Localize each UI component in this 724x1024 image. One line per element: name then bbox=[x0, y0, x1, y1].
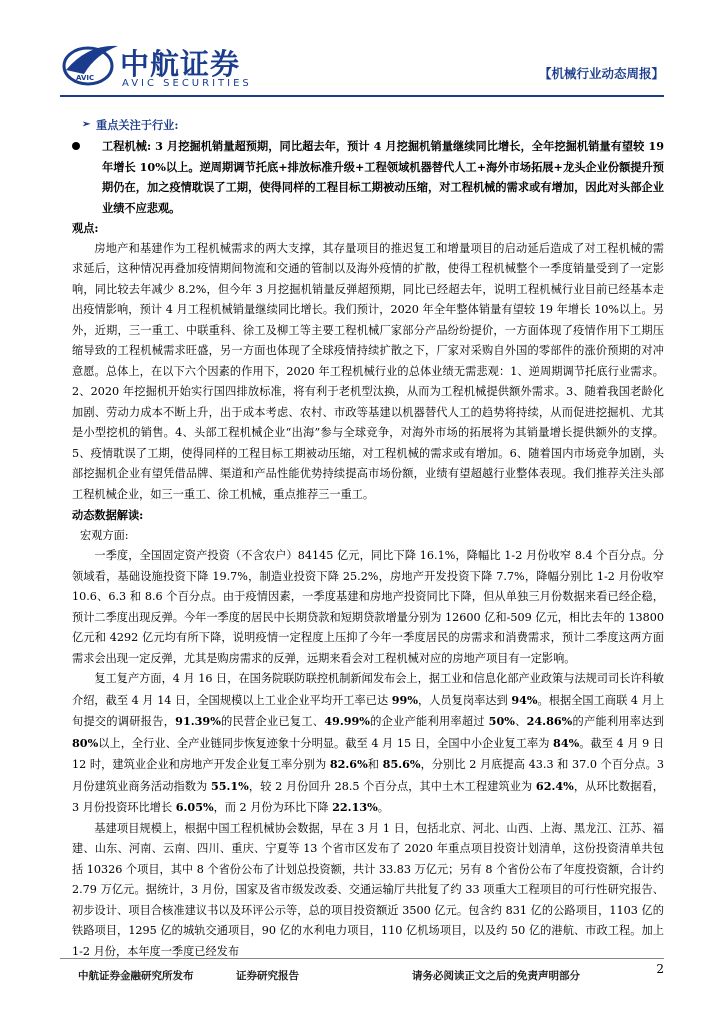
page-number: 2 bbox=[656, 962, 664, 976]
stat-value: 99% bbox=[391, 692, 418, 707]
text-run: 的民营企业已复工、 bbox=[220, 715, 325, 728]
stat-value: 91.39% bbox=[175, 714, 221, 728]
text-run: ，分别比 2 月底提高 43.3 和 37.0 个百分点。3 月份建筑业商务活动指数为 bbox=[72, 758, 664, 793]
stat-value: 6.05% bbox=[175, 800, 214, 814]
macro-heading: 宏观方面: bbox=[80, 528, 129, 542]
avic-logo-icon bbox=[60, 40, 122, 86]
stat-value: 49.99% bbox=[324, 714, 370, 728]
text-run: ，而 2 月份为环比下降 bbox=[213, 801, 333, 814]
text-run: ，从环比数据看，3 月份投资环比增长 bbox=[72, 779, 664, 814]
dynamic-heading: 动态数据解读: bbox=[72, 508, 144, 522]
bullet-dot-icon bbox=[72, 142, 80, 150]
text-run: 和 bbox=[367, 758, 383, 771]
stat-value: 22.13% bbox=[332, 800, 378, 814]
page-header bbox=[60, 40, 664, 100]
focus-bullet-label: 工程机械: bbox=[102, 139, 152, 153]
logo-text: AVIC bbox=[76, 74, 95, 82]
stat-value: 85.6% bbox=[382, 757, 421, 771]
text-run: 、 bbox=[514, 715, 527, 728]
text-run: 的产能利用率达到 bbox=[572, 715, 664, 728]
stat-value: 55.1% bbox=[210, 778, 249, 793]
viewpoint-paragraph: 房地产和基建作为工程机械需求的两大支撑，其存量项目的推迟复工和增量项目的启动延后造成了对工程机械的需求延后，这种情况再叠加疫情期间物流和交通的管制以及海外疫情的扩散，使得工程机械整个一季度销量受到了一定影响，同比较去年减少 8.2%，但今年 3 月挖掘机销量反弹超预期，同比已经超去年，说明工程机械行业目前已经基本走出疫情影响，预计 4 月工程机械销量继续同比增长。我们预计，2020 年全年整体销量有望较 19 年增长 10%以上。另外，近期，三一重工、中联重科、徐工及柳工等主要工程机械厂家部分产品纷纷提价，一方面体现了疫情作用下工期压缩导致的工程机械需求旺盛，另一方面也体现了全球疫情持续扩散之下，厂家对采购自外国的零部件的涨价预期的对冲意愿。总体上，在以下六个因素的作用下，2020 年工程机械行业的总体业绩无需悲观：1、逆周期调节托底行业需求。2、2020 年挖掘机开始实行国四排放标准，将有利于老机型汰换，从而为工程机械提供额外需求。3、随着我国老龄化加剧、劳动力成本不断上升，出于成本考虑、农村、市政等基建以机器替代人工的趋势将持续，从而促进挖掘机、尤其是小型挖机的销售。4、头部工程机械企业“出海”参与全球竞争，对海外市场的拓展将为其销量增长提供额外的支撑。5、疫情耽误了工期，使得同样的工程目标工期被动压缩，对工程机械的需求或有增加。6、随着国内市场竞争加剧，头部挖掘机企业有望凭借品牌、渠道和产品性能优势持续提高市场份额，业绩有望超越行业整体表现。我们推荐关注头部工程机械企业，如三一重工、徐工机械，重点推荐三一重工。 bbox=[72, 241, 664, 501]
brand-name-en: AVIC SECURITIES bbox=[122, 78, 252, 89]
focus-heading-text: 重点关注于行业: bbox=[96, 117, 179, 132]
stat-value: 84% bbox=[553, 735, 580, 750]
brand-name-cn: 中航证券 bbox=[120, 47, 241, 81]
text-run: ，较 2 月份回升 28.5 个百分点，其中土木工程建筑业为 bbox=[248, 779, 536, 793]
focus-heading bbox=[72, 114, 664, 136]
text-run: 。截至 4 月 9 日 12 时，建筑业企业和房地产开发企业复工率分别为 bbox=[72, 736, 664, 771]
footer-publisher: 中航证券金融研究所发布 bbox=[78, 970, 194, 982]
resumption-paragraph bbox=[72, 669, 664, 819]
viewpoint-heading: 观点: bbox=[72, 221, 99, 235]
stat-value: 82.6% bbox=[329, 757, 368, 771]
focus-bullet-text: 3 月挖掘机销量超预期，同比超去年，预计 4 月挖掘机销量继续同比增长，全年挖掘机销量有望较 19 年增长 10%以上。逆周期调节托底+排放标准升级+工程领域机器替代人工+海外市场拓展+龙头企业份额提升预期仍在，加之疫情耽误了工期，使得同样的工程目标工期被动压缩，对工程机械的需求或有增加，因此对头部企业业绩不应悲观。 bbox=[102, 139, 664, 215]
footer-disclaimer: 请务必阅读正文之后的免责声明部分 bbox=[412, 970, 580, 982]
stat-value: 50% bbox=[488, 714, 515, 728]
text-run: 以上，全行业、全产业链同步恢复迹象十分明显。截至 4 月 15 日，全国中小企业复工率为 bbox=[98, 736, 554, 750]
main-content bbox=[72, 114, 664, 962]
stat-value: 62.4% bbox=[535, 778, 574, 793]
report-type-label: 【机械行业动态周报】 bbox=[538, 66, 664, 81]
macro-paragraph: 一季度，全国固定资产投资（不含农户）84145 亿元，同比下降 16.1%，降幅比 1-2 月份收窄 8.4 个百分点。分领域看，基础设施投资下降 19.7%，制造业投资下降 25.2%，房地产开发投资下降 7.7%，降幅分别比 1-2 月份收窄 10.6、6.3 和 8.6 个百分点。由于疫情因素，一季度基建和房地产投资同比下降，但从单独三月份数据来看已经企稳，预计二季度出现反弹。今年一季度的居民中长期贷款和短期贷款增量分别为 12600 亿和-509 亿元，相比去年的 13800 亿元和 4292 亿元均有所下降，说明疫情一定程度上压抑了今年一季度居民的房需求和消费需求，预计二季度这两方面需求会出现一定反弹，尤其是购房需求的反弹，远期来看会对工程机械对应的房地产项目有一定影响。 bbox=[72, 549, 664, 665]
infrastructure-paragraph: 基建项目规模上，根据中国工程机械协会数据，早在 3 月 1 日，包括北京、河北、山西、上海、黑龙江、江苏、福建、山东、河南、云南、四川、重庆、宁夏等 13 个省市区发布了 2020 年重点项目投资计划清单，这份投资清单共包括 10326 个项目，其中 8 个省份公布了计划总投资额，共计 33.83 万亿元；另有 8 个省份公布了年度投资额，合计约 2.79 万亿元。据统计，3 月份，国家及省市级发改委、交通运输厅共批复了约 33 项重大工程项目的可行性研究报告、初步设计、项目合核准建议书以及环评公示等，总的项目投资额近 3500 亿元。包含约 831 亿的公路项目，1103 亿的铁路项目，1295 亿的城轨交通项目，90 亿的水利电力项目，110 亿机场项目，以及约 50 亿的港航、市政工程。加上 1-2 月份，本年度一季度已经发布 bbox=[72, 821, 664, 958]
stat-value: 24.86% bbox=[526, 714, 573, 728]
text-run: 的企业产能利用率超过 bbox=[369, 715, 489, 728]
stat-value: 80% bbox=[72, 735, 99, 750]
header-divider bbox=[60, 95, 664, 97]
text-run: ，人员复岗率达到 bbox=[417, 693, 512, 707]
text-run: 复工复产方面，4 月 16 日，在国务院联防联控机制新闻发布会上，据工业和信息化部产业政策与法规司司长许科敏介绍，截至 4 月 14 日，全国规模以上工业企业平均开工率已达 bbox=[72, 672, 664, 707]
footer-divider bbox=[60, 958, 664, 959]
arrow-bullet-icon: ➢ bbox=[82, 118, 91, 130]
stat-value: 94% bbox=[511, 692, 538, 707]
text-run: 。 bbox=[377, 801, 389, 814]
focus-bullet bbox=[72, 136, 664, 218]
text-run: 。根据全国工商联 4 月上旬提交的调研报告， bbox=[72, 693, 665, 728]
footer-report-label: 证券研究报告 bbox=[236, 970, 299, 982]
